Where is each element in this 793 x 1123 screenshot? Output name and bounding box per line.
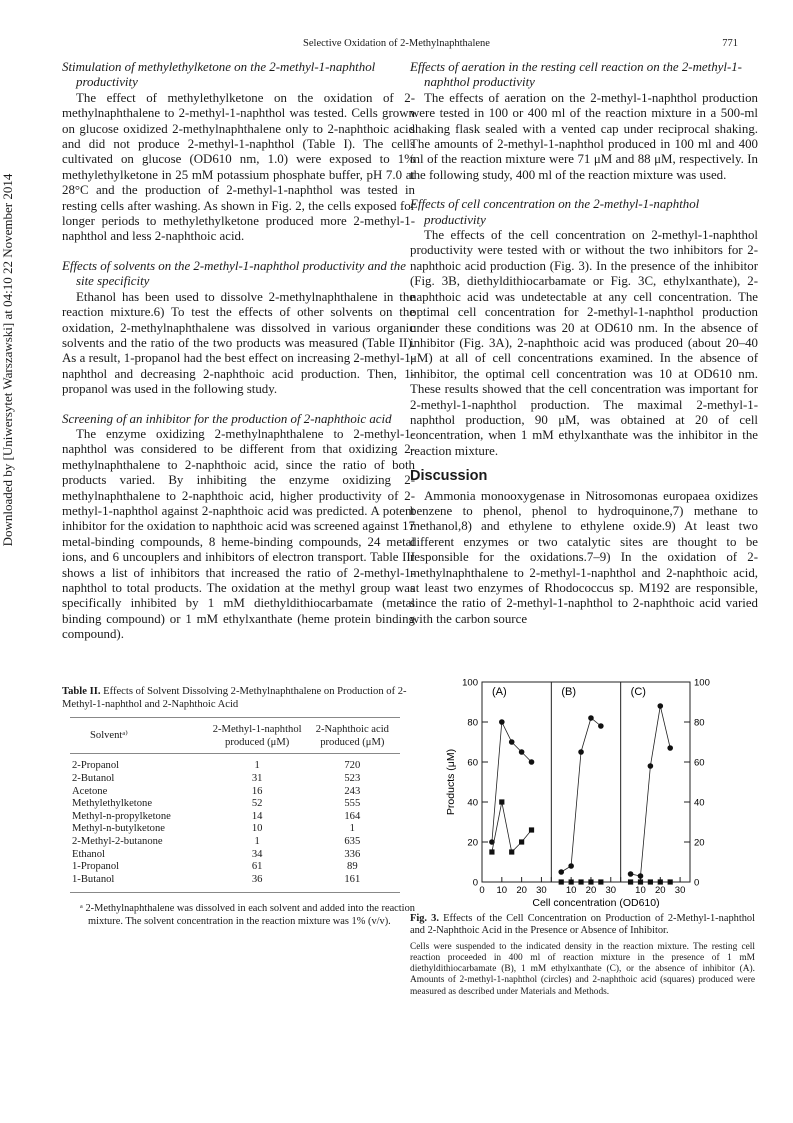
- table-cell-methylnaphthol: 1: [254, 835, 260, 847]
- table-cell-naphthoic-acid: 720: [344, 760, 361, 772]
- table-header-methylnaphthol: 2-Methyl-1-naphthol produced (μM): [210, 718, 305, 752]
- table-cell-naphthoic-acid: 523: [344, 772, 361, 784]
- table-cell-solvent: 1-Propanol: [72, 861, 120, 873]
- data-point-circle: [529, 759, 535, 765]
- y-tick-label: 20: [694, 837, 705, 849]
- x-tick-label: 10: [496, 885, 508, 896]
- data-point-circle: [598, 723, 604, 729]
- section-title-methylethylketone: Stimulation of methylethylketone on the 2-methyl-1-naphthol productivity: [62, 60, 376, 90]
- data-point-square: [598, 879, 603, 884]
- paragraph-cell-concentration: The effects of the cell concentration on 2-methyl-1-naphthol productivity were tested with or without the two inhibitors for 2-naphthoic acid production (Fig. 3). In the presence of the inhibitor (Fig. 3B, diethyldithiocarbamate or Fig. 3C, ethylxanthate), 2-naphthoic acid was undetectable at any cell concentration. The optimal cell concentration for 2-methyl-1-naphthol production under these conditions was 20 at OD610 nm. In the absence of inhibitor (Fig. 3A), 2-naphthoic acid was produced (about 20–40 μM) at all of cell concentrations examined. In the absence of inhibitor, the optimal cell concentration was 10 at OD610 nm. These results showed that the cell concentration was important for 2-methyl-1-naphthol production. The maximal 2-methyl-1-naphthol production, 90 μM, was obtained at 20 of cell concentration, when 1 mM ethylxanthate was the inhibitor in the reaction mixture.: [410, 228, 758, 458]
- table-caption: [62, 686, 415, 711]
- table-row: [70, 861, 400, 874]
- data-point-square: [569, 879, 574, 884]
- data-point-square: [489, 849, 494, 854]
- table-row: [70, 773, 400, 786]
- y-tick-label: 40: [467, 797, 478, 809]
- solvent-table: [70, 717, 400, 893]
- series-line-circle: [561, 718, 601, 872]
- table-cell-naphthoic-acid: 555: [344, 798, 361, 810]
- running-head-title: Selective Oxidation of 2-Methylnaphthalene: [303, 38, 490, 49]
- table-row: [70, 754, 400, 773]
- data-point-square: [529, 827, 534, 832]
- left-column: [62, 60, 415, 643]
- x-tick-label: 20: [654, 885, 666, 896]
- x-tick-label: 30: [536, 885, 547, 896]
- y-tick-label: 0: [694, 877, 700, 889]
- data-point-square: [578, 879, 583, 884]
- series-line-circle: [631, 706, 671, 876]
- table-footnote: ᵃ 2-Methylnaphthalene was dissolved in each solvent and added into the reaction mixture. The solvent concentration in the reaction mixture was 1% (v/v).: [80, 903, 415, 927]
- x-tick-label: 20: [516, 885, 527, 896]
- section-title-aeration: Effects of aeration in the resting cell reaction on the 2-methyl-1-naphthol productivity: [410, 60, 742, 90]
- table-cell-solvent: 2-Methyl-2-butanone: [72, 835, 163, 847]
- y-tick-label: 60: [694, 757, 705, 769]
- table-cell-methylnaphthol: 61: [251, 861, 263, 873]
- x-tick-label: 10: [635, 885, 646, 896]
- data-point-circle: [628, 871, 634, 877]
- right-column: [410, 60, 758, 627]
- discussion-heading: Discussion: [410, 468, 488, 485]
- data-point-square: [638, 879, 643, 884]
- paragraph-solvents: Ethanol has been used to dissolve 2-methylnaphthalene in the reaction mixture.6) To test the effects of other solvents on the oxidation, 2-methylnaphthalene was dissolved in various organic solvents and the ratio of the two products was measured (Table II). As a result, 1-propanol had the best effect on increasing 2-methyl-1-naphthol and decreasing 2-naphthoic acid production. Then, 1-propanol was used in the following study.: [62, 289, 415, 397]
- table-cell-methylnaphthol: 16: [251, 785, 263, 797]
- table-cell-naphthoic-acid: 161: [305, 874, 400, 893]
- table-cell-methylnaphthol: 34: [251, 848, 263, 860]
- data-point-circle: [667, 745, 673, 751]
- data-point-square: [519, 839, 524, 844]
- table-cell-solvent: 2-Butanol: [72, 772, 115, 784]
- figure-legend: Cells were suspended to the indicated density in the reaction mixture. The resting cell reaction proceeded in 400 ml of reaction mixture in the presence of 1 mM diethyldithiocarbamate (B), 1 mM ethylxanthate (C), or the absence of inhibitor (A). Amounts of 2-methyl-1-naphthol (circles) and 2-naphthoic acid (squares) produced were measured as described under Materials and Methods.: [410, 941, 755, 997]
- table-cell-solvent: Acetone: [72, 785, 108, 797]
- data-point-square: [648, 879, 653, 884]
- table-row: [70, 798, 400, 811]
- data-point-circle: [578, 749, 584, 755]
- data-point-square: [658, 879, 663, 884]
- data-point-circle: [568, 863, 574, 869]
- x-tick-label: 30: [605, 885, 617, 896]
- y-tick-label: 80: [467, 717, 478, 729]
- data-point-circle: [657, 703, 663, 709]
- table-row: [70, 836, 400, 849]
- paragraph-aeration: The effects of aeration on the 2-methyl-1-naphthol production were tested in 100 or 400 ml of the reaction mixture in a 500-ml shaking flask sealed with a vented cap under reciprocal shaking. The amounts of 2-methyl-1-naphthol produced in 100 ml and 400 ml of the reaction mixture were 71 μM and 88 μM, respectively. In the following study, 400 ml of the reaction mixture was used.: [410, 90, 758, 182]
- table-cell-naphthoic-acid: 89: [347, 861, 358, 873]
- table-cell-methylnaphthol: 31: [251, 772, 263, 784]
- table-ii: [62, 686, 415, 929]
- y-tick-label: 80: [694, 717, 705, 729]
- table-header-naphthoic-acid: 2-Naphthoic acid produced (μM): [305, 718, 400, 752]
- table-cell-methylnaphthol: 36: [210, 874, 305, 893]
- data-point-square: [668, 879, 673, 884]
- table-row: [70, 874, 400, 893]
- y-tick-label: 40: [694, 797, 705, 809]
- figure-caption-text: Effects of the Cell Concentration on Production of 2-Methyl-1-naphthol and 2-Naphthoic Acid in the Presence or Absence of Inhibitor.: [410, 913, 755, 937]
- data-point-circle: [519, 749, 525, 755]
- section-title-solvents: Effects of solvents on the 2-methyl-1-naphthol productivity and the site specificity: [62, 258, 406, 289]
- page-number: 771: [722, 38, 738, 49]
- data-point-circle: [638, 873, 644, 879]
- table-caption-text: Effects of Solvent Dissolving 2-Methylnaphthalene on Production of 2-Methyl-1-naphthol and 2-Naphthoic Acid: [62, 686, 407, 710]
- figure-3-chart: [410, 670, 758, 910]
- table-cell-methylnaphthol: 1: [254, 760, 260, 772]
- data-point-circle: [509, 739, 515, 745]
- y-tick-label: 60: [467, 757, 478, 769]
- table-cell-methylnaphthol: 14: [251, 810, 263, 822]
- table-row: [70, 786, 400, 799]
- x-axis-label: Cell concentration (OD610): [532, 897, 660, 909]
- figure-label: Fig. 3.: [410, 913, 439, 924]
- table-cell-naphthoic-acid: 164: [344, 810, 361, 822]
- data-point-square: [588, 879, 593, 884]
- section-title-inhibitor: Screening of an inhibitor for the production of 2-naphthoic acid: [62, 411, 392, 426]
- paragraph-methylethylketone: The effect of methylethylketone on the oxidation of 2-methylnaphthalene to 2-methyl-1-naphthol was tested. Cells grown on glucose oxidized 2-methylnaphthalene only to 2-naphthoic acid and did not produce 2-methyl-1-naphthol (Table I). The cells cultivated on glucose (OD610 nm, 1.0) were exposed to 1% methylethylketone in 25 mM potassium phosphate buffer, pH 7.0 at 28°C and the production of 2-methyl-1-naphthol was tested in resting cells after washing. As shown in Fig. 2, the cells exposed for longer periods to methylethylketone produced more 2-methyl-1-naphthol and less 2-naphthoic acid.: [62, 90, 415, 244]
- y-tick-label: 0: [472, 877, 478, 889]
- table-cell-naphthoic-acid: 635: [344, 835, 361, 847]
- y-tick-label: 20: [467, 837, 478, 849]
- section-title-cell-concentration: Effects of cell concentration on the 2-methyl-1-naphthol productivity: [410, 197, 700, 227]
- paragraph-inhibitor: The enzyme oxidizing 2-methylnaphthalene to 2-methyl-1-naphthol was considered to be different from that oxidizing 2-methylnaphthalene to 2-naphthoic acid, since the ratio of both products varied. By inhibiting the enzyme oxidizing 2-methylnaphthalene to 2-naphthoic acid, higher productivity of 2-methyl-1-naphthol against 2-naphthoic acid was predicted. A potent inhibitor for the oxidation to naphthoic acid was screened against 17 metal-binding compounds, 8 heme-binding compounds, 24 metal ions, and 6 uncouplers and inhibitors of electron transport. Table III shows a list of inhibitors that increased the ratio of 2-methyl-1-naphthol to total products. The oxidation at the methyl group was specifically inhibited by 1 mM diethyldithiocarbamate (metal binding compound) or 1 mM ethylxanthate (heme protein binding compound).: [62, 426, 415, 642]
- data-point-circle: [558, 869, 564, 875]
- data-point-circle: [588, 715, 594, 721]
- table-cell-naphthoic-acid: 243: [344, 785, 361, 797]
- data-point-square: [559, 879, 564, 884]
- table-header-solvent: Solventᵃ⁾: [70, 718, 210, 752]
- panel-label: (A): [492, 686, 507, 698]
- table-cell-solvent: Methyl-n-butylketone: [72, 823, 165, 835]
- table-label: Table II.: [62, 686, 101, 697]
- figure-3: [410, 670, 758, 915]
- paragraph-discussion: Ammonia monooxygenase in Nitrosomonas europaea oxidizes benzene to phenol, phenol to hydroquinone,7) methane to methanol,8) and ethylene to ethylene oxide.9) At least two different enzymes or two catalytic sites are thought to be responsible for the oxidations.7–9) In the oxidation of 2-methylnaphthalene to 2-methyl-1-naphthol and 2-naphthoic acid, at least two enzymes of Rhodococcus sp. M192 are responsible, since the ratio of 2-methyl-1-naphthol to 2-naphthoic acid varied with the carbon source: [410, 488, 758, 626]
- table-cell-methylnaphthol: 52: [251, 798, 263, 810]
- data-point-circle: [499, 719, 505, 725]
- table-row: [70, 811, 400, 824]
- table-cell-solvent: Methyl-n-propylketone: [72, 810, 171, 822]
- table-cell-solvent: Ethanol: [72, 848, 105, 860]
- x-tick-label: 20: [585, 885, 597, 896]
- table-cell-naphthoic-acid: 1: [349, 823, 355, 835]
- y-tick-label: 100: [694, 677, 710, 689]
- data-point-square: [499, 799, 504, 804]
- table-cell-methylnaphthol: 10: [251, 823, 263, 835]
- figure-caption: [410, 913, 755, 998]
- data-point-square: [628, 879, 633, 884]
- table-row: [70, 823, 400, 836]
- download-notice: [0, 173, 22, 547]
- table-row: [70, 849, 400, 862]
- table-cell-solvent: 2-Propanol: [72, 760, 120, 772]
- table-cell-naphthoic-acid: 336: [344, 848, 361, 860]
- download-notice-text: Downloaded by [Uniwersytet Warszawski] at 04:10 22 November 2014: [0, 173, 15, 547]
- data-point-square: [509, 849, 514, 854]
- y-tick-label: 100: [462, 677, 478, 689]
- figure-caption-main: [410, 913, 755, 938]
- series-line-square: [492, 802, 532, 852]
- x-tick-label: 30: [674, 885, 686, 896]
- table-cell-solvent: Methylethylketone: [72, 798, 153, 810]
- table-cell-solvent: 1-Butanol: [70, 874, 210, 893]
- x-tick-label: 0: [479, 885, 485, 896]
- panel-label: (C): [630, 686, 646, 698]
- x-tick-label: 10: [565, 885, 577, 896]
- data-point-circle: [648, 763, 654, 769]
- y-axis-label: Products (μM): [445, 748, 457, 816]
- panel-label: (B): [561, 686, 577, 698]
